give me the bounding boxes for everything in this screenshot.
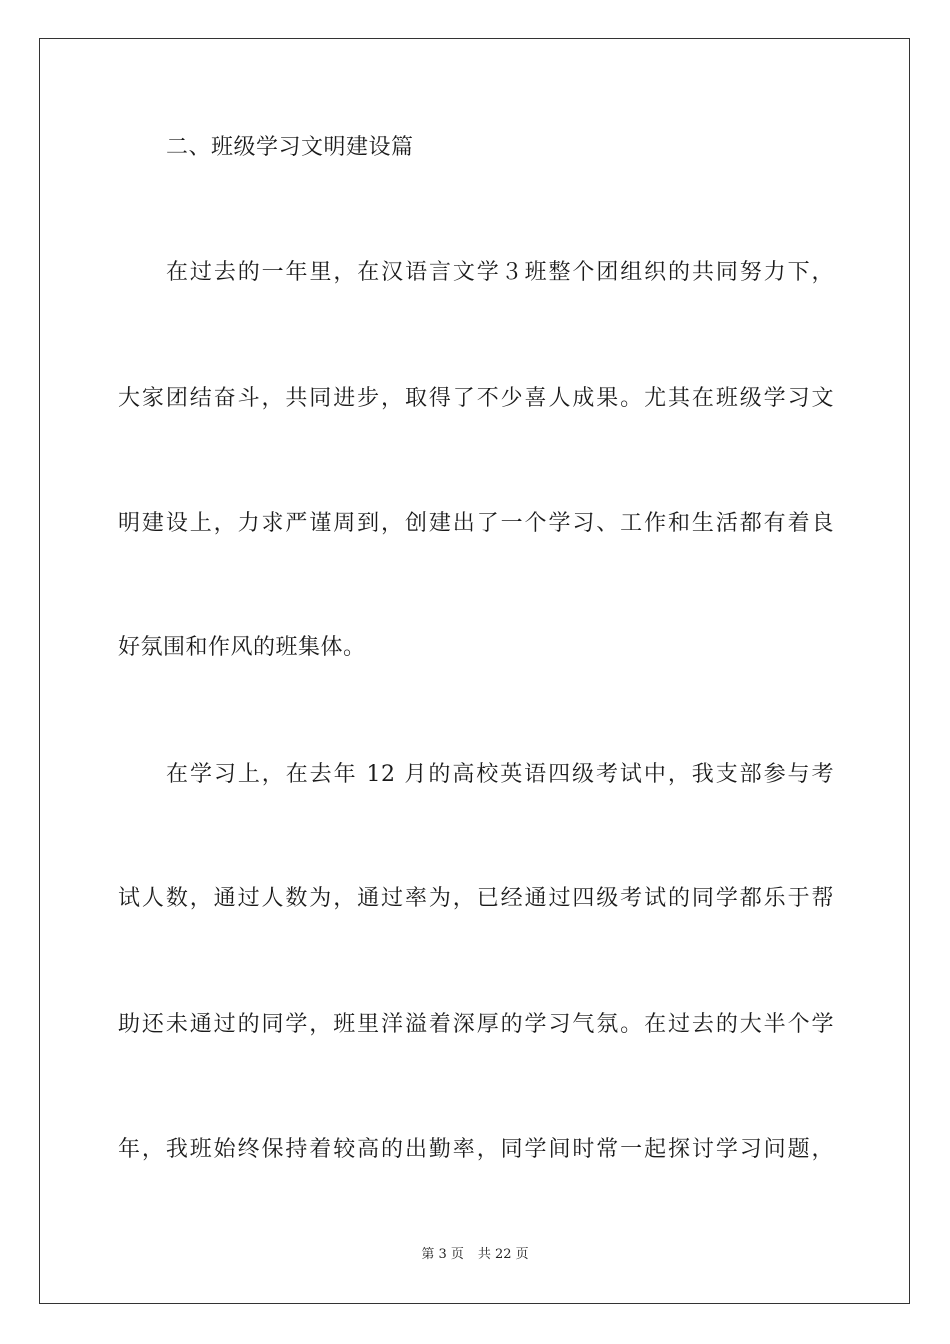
page-total: 共 22 页	[477, 1247, 529, 1262]
paragraph-1-line-2: 大家团结奋斗，共同进步，取得了不少喜人成果。尤其在班级学习文	[118, 386, 834, 411]
section-heading: 二、班级学习文明建设篇	[166, 135, 414, 160]
page-frame	[39, 38, 910, 1304]
paragraph-1-line-3: 明建设上，力求严谨周到，创建出了一个学习、工作和生活都有着良	[118, 511, 834, 536]
page-number: 第 3 页	[421, 1247, 464, 1262]
paragraph-1-line-1: 在过去的一年里，在汉语言文学３班整个团组织的共同努力下，	[166, 260, 834, 285]
page-footer	[0, 1246, 950, 1264]
paragraph-2-line-4: 年，我班始终保持着较高的出勤率，同学间时常一起探讨学习问题，	[118, 1137, 834, 1162]
paragraph-2-line-2: 试人数，通过人数为，通过率为，已经通过四级考试的同学都乐于帮	[118, 886, 834, 911]
paragraph-2-line-1: 在学习上，在去年 12 月的高校英语四级考试中，我支部参与考	[166, 762, 834, 787]
paragraph-2-line-3: 助还未通过的同学，班里洋溢着深厚的学习气氛。在过去的大半个学	[118, 1012, 834, 1037]
paragraph-1-line-4: 好氛围和作风的班集体。	[118, 635, 366, 660]
